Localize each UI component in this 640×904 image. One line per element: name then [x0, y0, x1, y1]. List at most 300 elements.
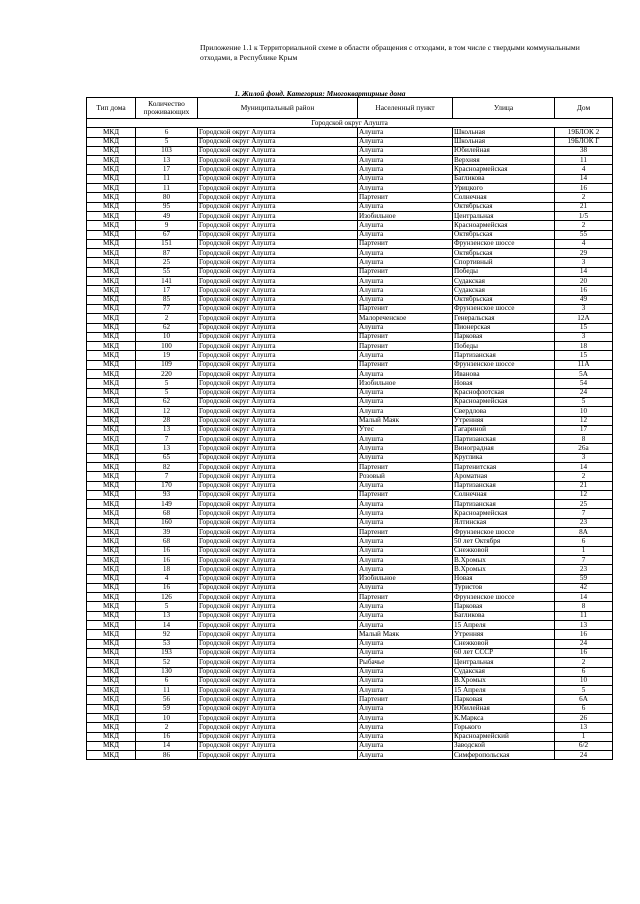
municipality-cell: Городской округ Алушта [198, 323, 358, 332]
table-row [87, 667, 613, 676]
municipality-cell: Городской округ Алушта [198, 667, 358, 676]
municipality-cell: Городской округ Алушта [198, 184, 358, 193]
street-cell: Парковая [453, 695, 555, 704]
settlement-cell: Алушта [358, 583, 453, 592]
table-row [87, 462, 613, 471]
house-type-cell: МКД [87, 667, 136, 676]
table-row [87, 648, 613, 657]
table-row [87, 481, 613, 490]
table-row [87, 732, 613, 741]
residents-cell: 7 [136, 435, 198, 444]
house-type-cell: МКД [87, 537, 136, 546]
residents-cell: 100 [136, 342, 198, 351]
settlement-cell: Алушта [358, 611, 453, 620]
municipality-cell: Городской округ Алушта [198, 481, 358, 490]
residents-cell: 16 [136, 546, 198, 555]
column-header-house: Дом [555, 98, 613, 119]
municipality-cell: Городской округ Алушта [198, 202, 358, 211]
municipality-cell: Городской округ Алушта [198, 546, 358, 555]
settlement-cell: Партенит [358, 490, 453, 499]
residents-cell: 19 [136, 351, 198, 360]
street-cell: Верхняя [453, 156, 555, 165]
table-row [87, 323, 613, 332]
table-row [87, 304, 613, 313]
residents-cell: 7 [136, 472, 198, 481]
municipality-cell: Городской округ Алушта [198, 165, 358, 174]
street-cell: Красноармейская [453, 221, 555, 230]
street-cell: Юбилейная [453, 704, 555, 713]
municipality-cell: Городской округ Алушта [198, 435, 358, 444]
residents-cell: 86 [136, 751, 198, 760]
housing-table [86, 97, 613, 760]
house-number-cell: 15 [555, 323, 613, 332]
table-row [87, 453, 613, 462]
table-row [87, 435, 613, 444]
street-cell: Октябрьская [453, 202, 555, 211]
table-row [87, 751, 613, 760]
street-cell: Партизанская [453, 500, 555, 509]
settlement-cell: Партенит [358, 342, 453, 351]
street-cell: Октябрьская [453, 230, 555, 239]
residents-cell: 95 [136, 202, 198, 211]
house-type-cell: МКД [87, 193, 136, 202]
residents-cell: 10 [136, 714, 198, 723]
house-type-cell: МКД [87, 295, 136, 304]
residents-cell: 16 [136, 732, 198, 741]
house-type-cell: МКД [87, 184, 136, 193]
table-row [87, 741, 613, 750]
house-number-cell: 26а [555, 444, 613, 453]
municipality-cell: Городской округ Алушта [198, 741, 358, 750]
house-type-cell: МКД [87, 593, 136, 602]
street-cell: Парковая [453, 602, 555, 611]
house-type-cell: МКД [87, 379, 136, 388]
residents-cell: 149 [136, 500, 198, 509]
residents-cell: 151 [136, 239, 198, 248]
street-cell: В.Хромых [453, 555, 555, 564]
house-number-cell: 55 [555, 230, 613, 239]
house-number-cell: 2 [555, 193, 613, 202]
municipality-cell: Городской округ Алушта [198, 676, 358, 685]
table-row [87, 565, 613, 574]
residents-cell: 28 [136, 416, 198, 425]
settlement-cell: Алушта [358, 602, 453, 611]
settlement-cell: Алушта [358, 676, 453, 685]
municipality-cell: Городской округ Алушта [198, 370, 358, 379]
table-row [87, 528, 613, 537]
table-row [87, 490, 613, 499]
table-row [87, 286, 613, 295]
residents-cell: 77 [136, 304, 198, 313]
street-cell: Фрунзенское шоссе [453, 360, 555, 369]
municipality-cell: Городской округ Алушта [198, 397, 358, 406]
municipality-cell: Городской округ Алушта [198, 453, 358, 462]
group-row [87, 119, 613, 128]
settlement-cell: Партенит [358, 593, 453, 602]
settlement-cell: Партенит [358, 462, 453, 471]
municipality-cell: Городской округ Алушта [198, 388, 358, 397]
street-cell: Урицкого [453, 184, 555, 193]
house-type-cell: МКД [87, 435, 136, 444]
municipality-cell: Городской округ Алушта [198, 295, 358, 304]
house-type-cell: МКД [87, 546, 136, 555]
house-number-cell: 59 [555, 574, 613, 583]
house-number-cell: 16 [555, 630, 613, 639]
settlement-cell: Малый Маяк [358, 630, 453, 639]
street-cell: Фрунзенское шоссе [453, 304, 555, 313]
residents-cell: 6 [136, 676, 198, 685]
street-cell: Партизанская [453, 481, 555, 490]
house-type-cell: МКД [87, 676, 136, 685]
residents-cell: 11 [136, 184, 198, 193]
street-cell: 15 Апреля [453, 621, 555, 630]
house-type-cell: МКД [87, 425, 136, 434]
house-type-cell: МКД [87, 202, 136, 211]
house-type-cell: МКД [87, 351, 136, 360]
house-number-cell: 24 [555, 388, 613, 397]
street-cell: Фрунзенское шоссе [453, 593, 555, 602]
house-type-cell: МКД [87, 304, 136, 313]
settlement-cell: Изобильное [358, 379, 453, 388]
municipality-cell: Городской округ Алушта [198, 518, 358, 527]
municipality-cell: Городской округ Алушта [198, 156, 358, 165]
house-number-cell: 8 [555, 435, 613, 444]
table-row [87, 397, 613, 406]
table-row [87, 583, 613, 592]
residents-cell: 18 [136, 565, 198, 574]
residents-cell: 56 [136, 695, 198, 704]
street-cell: Центральная [453, 658, 555, 667]
settlement-cell: Алушта [358, 202, 453, 211]
municipality-cell: Городской округ Алушта [198, 221, 358, 230]
street-cell: Победы [453, 267, 555, 276]
house-number-cell: 54 [555, 379, 613, 388]
house-number-cell: 8 [555, 602, 613, 611]
table-row [87, 314, 613, 323]
residents-cell: 11 [136, 174, 198, 183]
municipality-cell: Городской округ Алушта [198, 379, 358, 388]
house-number-cell: 23 [555, 565, 613, 574]
settlement-cell: Алушта [358, 286, 453, 295]
street-cell: Багликова [453, 611, 555, 620]
house-type-cell: МКД [87, 704, 136, 713]
table-row [87, 360, 613, 369]
house-number-cell: 18 [555, 342, 613, 351]
municipality-cell: Городской округ Алушта [198, 583, 358, 592]
residents-cell: 93 [136, 490, 198, 499]
column-header-house-type: Тип дома [87, 98, 136, 119]
house-type-cell: МКД [87, 174, 136, 183]
municipality-cell: Городской округ Алушта [198, 193, 358, 202]
settlement-cell: Алушта [358, 230, 453, 239]
house-number-cell: 3 [555, 453, 613, 462]
table-row [87, 230, 613, 239]
municipality-cell: Городской округ Алушта [198, 528, 358, 537]
table-row [87, 379, 613, 388]
group-label: Городской округ Алушта [87, 119, 613, 128]
house-number-cell: 2 [555, 658, 613, 667]
settlement-cell: Алушта [358, 249, 453, 258]
settlement-cell: Алушта [358, 397, 453, 406]
settlement-cell: Алушта [358, 128, 453, 137]
house-type-cell: МКД [87, 267, 136, 276]
settlement-cell: Розовый [358, 472, 453, 481]
settlement-cell: Алушта [358, 323, 453, 332]
house-type-cell: МКД [87, 407, 136, 416]
table-row [87, 518, 613, 527]
table-row [87, 472, 613, 481]
house-type-cell: МКД [87, 555, 136, 564]
settlement-cell: Алушта [358, 146, 453, 155]
residents-cell: 65 [136, 453, 198, 462]
municipality-cell: Городской округ Алушта [198, 342, 358, 351]
house-number-cell: 21 [555, 481, 613, 490]
house-number-cell: 29 [555, 249, 613, 258]
house-number-cell: 17 [555, 425, 613, 434]
settlement-cell: Алушта [358, 277, 453, 286]
house-type-cell: МКД [87, 481, 136, 490]
municipality-cell: Городской округ Алушта [198, 351, 358, 360]
residents-cell: 17 [136, 286, 198, 295]
settlement-cell: Алушта [358, 509, 453, 518]
residents-cell: 2 [136, 314, 198, 323]
house-number-cell: 23 [555, 518, 613, 527]
house-number-cell: 12А [555, 314, 613, 323]
house-number-cell: 3 [555, 258, 613, 267]
settlement-cell: Алушта [358, 481, 453, 490]
table-row [87, 165, 613, 174]
house-type-cell: МКД [87, 277, 136, 286]
settlement-cell: Алушта [358, 555, 453, 564]
column-header-municipality: Муниципальный район [198, 98, 358, 119]
municipality-cell: Городской округ Алушта [198, 630, 358, 639]
house-number-cell: 25 [555, 500, 613, 509]
house-number-cell: 3 [555, 332, 613, 341]
settlement-cell: Алушта [358, 686, 453, 695]
house-type-cell: МКД [87, 658, 136, 667]
house-type-cell: МКД [87, 565, 136, 574]
section-title: 1. Жилой фонд. Категория: Многоквартирные дома [234, 89, 406, 98]
settlement-cell: Алушта [358, 351, 453, 360]
table-row [87, 723, 613, 732]
residents-cell: 4 [136, 574, 198, 583]
settlement-cell: Алушта [358, 732, 453, 741]
municipality-cell: Городской округ Алушта [198, 249, 358, 258]
street-cell: Пионерская [453, 323, 555, 332]
settlement-cell: Алушта [358, 648, 453, 657]
table-row [87, 258, 613, 267]
house-type-cell: МКД [87, 211, 136, 220]
house-type-cell: МКД [87, 137, 136, 146]
table-row [87, 509, 613, 518]
settlement-cell: Алушта [358, 370, 453, 379]
table-row [87, 202, 613, 211]
house-type-cell: МКД [87, 453, 136, 462]
table-row [87, 630, 613, 639]
residents-cell: 141 [136, 277, 198, 286]
street-cell: Судакская [453, 277, 555, 286]
settlement-cell: Партенит [358, 360, 453, 369]
house-number-cell: 11 [555, 156, 613, 165]
street-cell: Партизанская [453, 351, 555, 360]
settlement-cell: Алушта [358, 723, 453, 732]
house-number-cell: 1 [555, 732, 613, 741]
settlement-cell: Алушта [358, 453, 453, 462]
residents-cell: 16 [136, 583, 198, 592]
residents-cell: 87 [136, 249, 198, 258]
residents-cell: 10 [136, 332, 198, 341]
residents-cell: 92 [136, 630, 198, 639]
house-type-cell: МКД [87, 714, 136, 723]
residents-cell: 11 [136, 686, 198, 695]
residents-cell: 220 [136, 370, 198, 379]
settlement-cell: Партенит [358, 267, 453, 276]
residents-cell: 5 [136, 379, 198, 388]
municipality-cell: Городской округ Алушта [198, 648, 358, 657]
residents-cell: 126 [136, 593, 198, 602]
street-cell: Школьная [453, 137, 555, 146]
settlement-cell: Алушта [358, 435, 453, 444]
house-type-cell: МКД [87, 230, 136, 239]
residents-cell: 62 [136, 397, 198, 406]
street-cell: Красноармейская [453, 509, 555, 518]
house-type-cell: МКД [87, 286, 136, 295]
house-type-cell: МКД [87, 444, 136, 453]
settlement-cell: Партенит [358, 193, 453, 202]
table-row [87, 621, 613, 630]
house-type-cell: МКД [87, 416, 136, 425]
table-row [87, 602, 613, 611]
municipality-cell: Городской округ Алушта [198, 621, 358, 630]
house-number-cell: 4 [555, 239, 613, 248]
table-row [87, 174, 613, 183]
street-cell: Центральная [453, 211, 555, 220]
street-cell: Судакская [453, 286, 555, 295]
table-row [87, 425, 613, 434]
settlement-cell: Алушта [358, 565, 453, 574]
residents-cell: 68 [136, 509, 198, 518]
municipality-cell: Городской округ Алушта [198, 611, 358, 620]
settlement-cell: Алушта [358, 165, 453, 174]
house-number-cell: 38 [555, 146, 613, 155]
street-cell: Красноармейская [453, 397, 555, 406]
settlement-cell: Малый Маяк [358, 416, 453, 425]
street-cell: Горького [453, 723, 555, 732]
table-row [87, 351, 613, 360]
settlement-cell: Алушта [358, 156, 453, 165]
house-type-cell: МКД [87, 360, 136, 369]
table-row [87, 444, 613, 453]
residents-cell: 160 [136, 518, 198, 527]
settlement-cell: Партенит [358, 695, 453, 704]
settlement-cell: Изобильное [358, 211, 453, 220]
street-cell: Солнечная [453, 193, 555, 202]
residents-cell: 12 [136, 407, 198, 416]
municipality-cell: Городской округ Алушта [198, 555, 358, 564]
municipality-cell: Городской округ Алушта [198, 500, 358, 509]
table-row [87, 704, 613, 713]
residents-cell: 13 [136, 425, 198, 434]
house-number-cell: 14 [555, 267, 613, 276]
house-type-cell: МКД [87, 332, 136, 341]
municipality-cell: Городской округ Алушта [198, 258, 358, 267]
house-number-cell: 2 [555, 472, 613, 481]
house-number-cell: 14 [555, 593, 613, 602]
settlement-cell: Алушта [358, 751, 453, 760]
residents-cell: 109 [136, 360, 198, 369]
street-cell: Красноармейская [453, 165, 555, 174]
settlement-cell: Партенит [358, 332, 453, 341]
municipality-cell: Городской округ Алушта [198, 407, 358, 416]
residents-cell: 52 [136, 658, 198, 667]
street-cell: В.Хромых [453, 676, 555, 685]
residents-cell: 2 [136, 723, 198, 732]
house-type-cell: МКД [87, 165, 136, 174]
table-row [87, 658, 613, 667]
table-row [87, 611, 613, 620]
municipality-cell: Городской округ Алушта [198, 472, 358, 481]
house-number-cell: 16 [555, 648, 613, 657]
table-row [87, 277, 613, 286]
residents-cell: 170 [136, 481, 198, 490]
municipality-cell: Городской округ Алушта [198, 490, 358, 499]
municipality-cell: Городской округ Алушта [198, 444, 358, 453]
table-row [87, 267, 613, 276]
settlement-cell: Алушта [358, 546, 453, 555]
settlement-cell: Алушта [358, 714, 453, 723]
table-row [87, 332, 613, 341]
house-type-cell: МКД [87, 639, 136, 648]
house-number-cell: 6 [555, 537, 613, 546]
house-type-cell: МКД [87, 509, 136, 518]
table-row [87, 695, 613, 704]
appendix-note: Приложение 1.1 к Территориальной схеме в области обращения с отходами, в том числе с твердыми коммунальными отходами, в Республике Крым [200, 43, 580, 62]
house-number-cell: 6 [555, 704, 613, 713]
table-row [87, 388, 613, 397]
house-number-cell: 16 [555, 184, 613, 193]
street-cell: Парковая [453, 332, 555, 341]
house-number-cell: 14 [555, 462, 613, 471]
municipality-cell: Городской округ Алушта [198, 732, 358, 741]
house-type-cell: МКД [87, 314, 136, 323]
municipality-cell: Городской округ Алушта [198, 146, 358, 155]
house-number-cell: 11 [555, 611, 613, 620]
house-type-cell: МКД [87, 258, 136, 267]
table-row [87, 221, 613, 230]
street-cell: Багликова [453, 174, 555, 183]
settlement-cell: Малореченское [358, 314, 453, 323]
settlement-cell: Алушта [358, 537, 453, 546]
table-row [87, 714, 613, 723]
street-cell: Утренняя [453, 630, 555, 639]
municipality-cell: Городской округ Алушта [198, 128, 358, 137]
street-cell: Фрунзенское шоссе [453, 528, 555, 537]
residents-cell: 68 [136, 537, 198, 546]
street-cell: Краснофлотская [453, 388, 555, 397]
house-type-cell: МКД [87, 472, 136, 481]
street-cell: Октябрьская [453, 249, 555, 258]
municipality-cell: Городской округ Алушта [198, 332, 358, 341]
street-cell: Новая [453, 574, 555, 583]
street-cell: 60 лет СССР [453, 648, 555, 657]
table-row [87, 537, 613, 546]
table-row [87, 639, 613, 648]
residents-cell: 55 [136, 267, 198, 276]
residents-cell: 25 [136, 258, 198, 267]
municipality-cell: Городской округ Алушта [198, 425, 358, 434]
house-number-cell: 49 [555, 295, 613, 304]
municipality-cell: Городской округ Алушта [198, 509, 358, 518]
